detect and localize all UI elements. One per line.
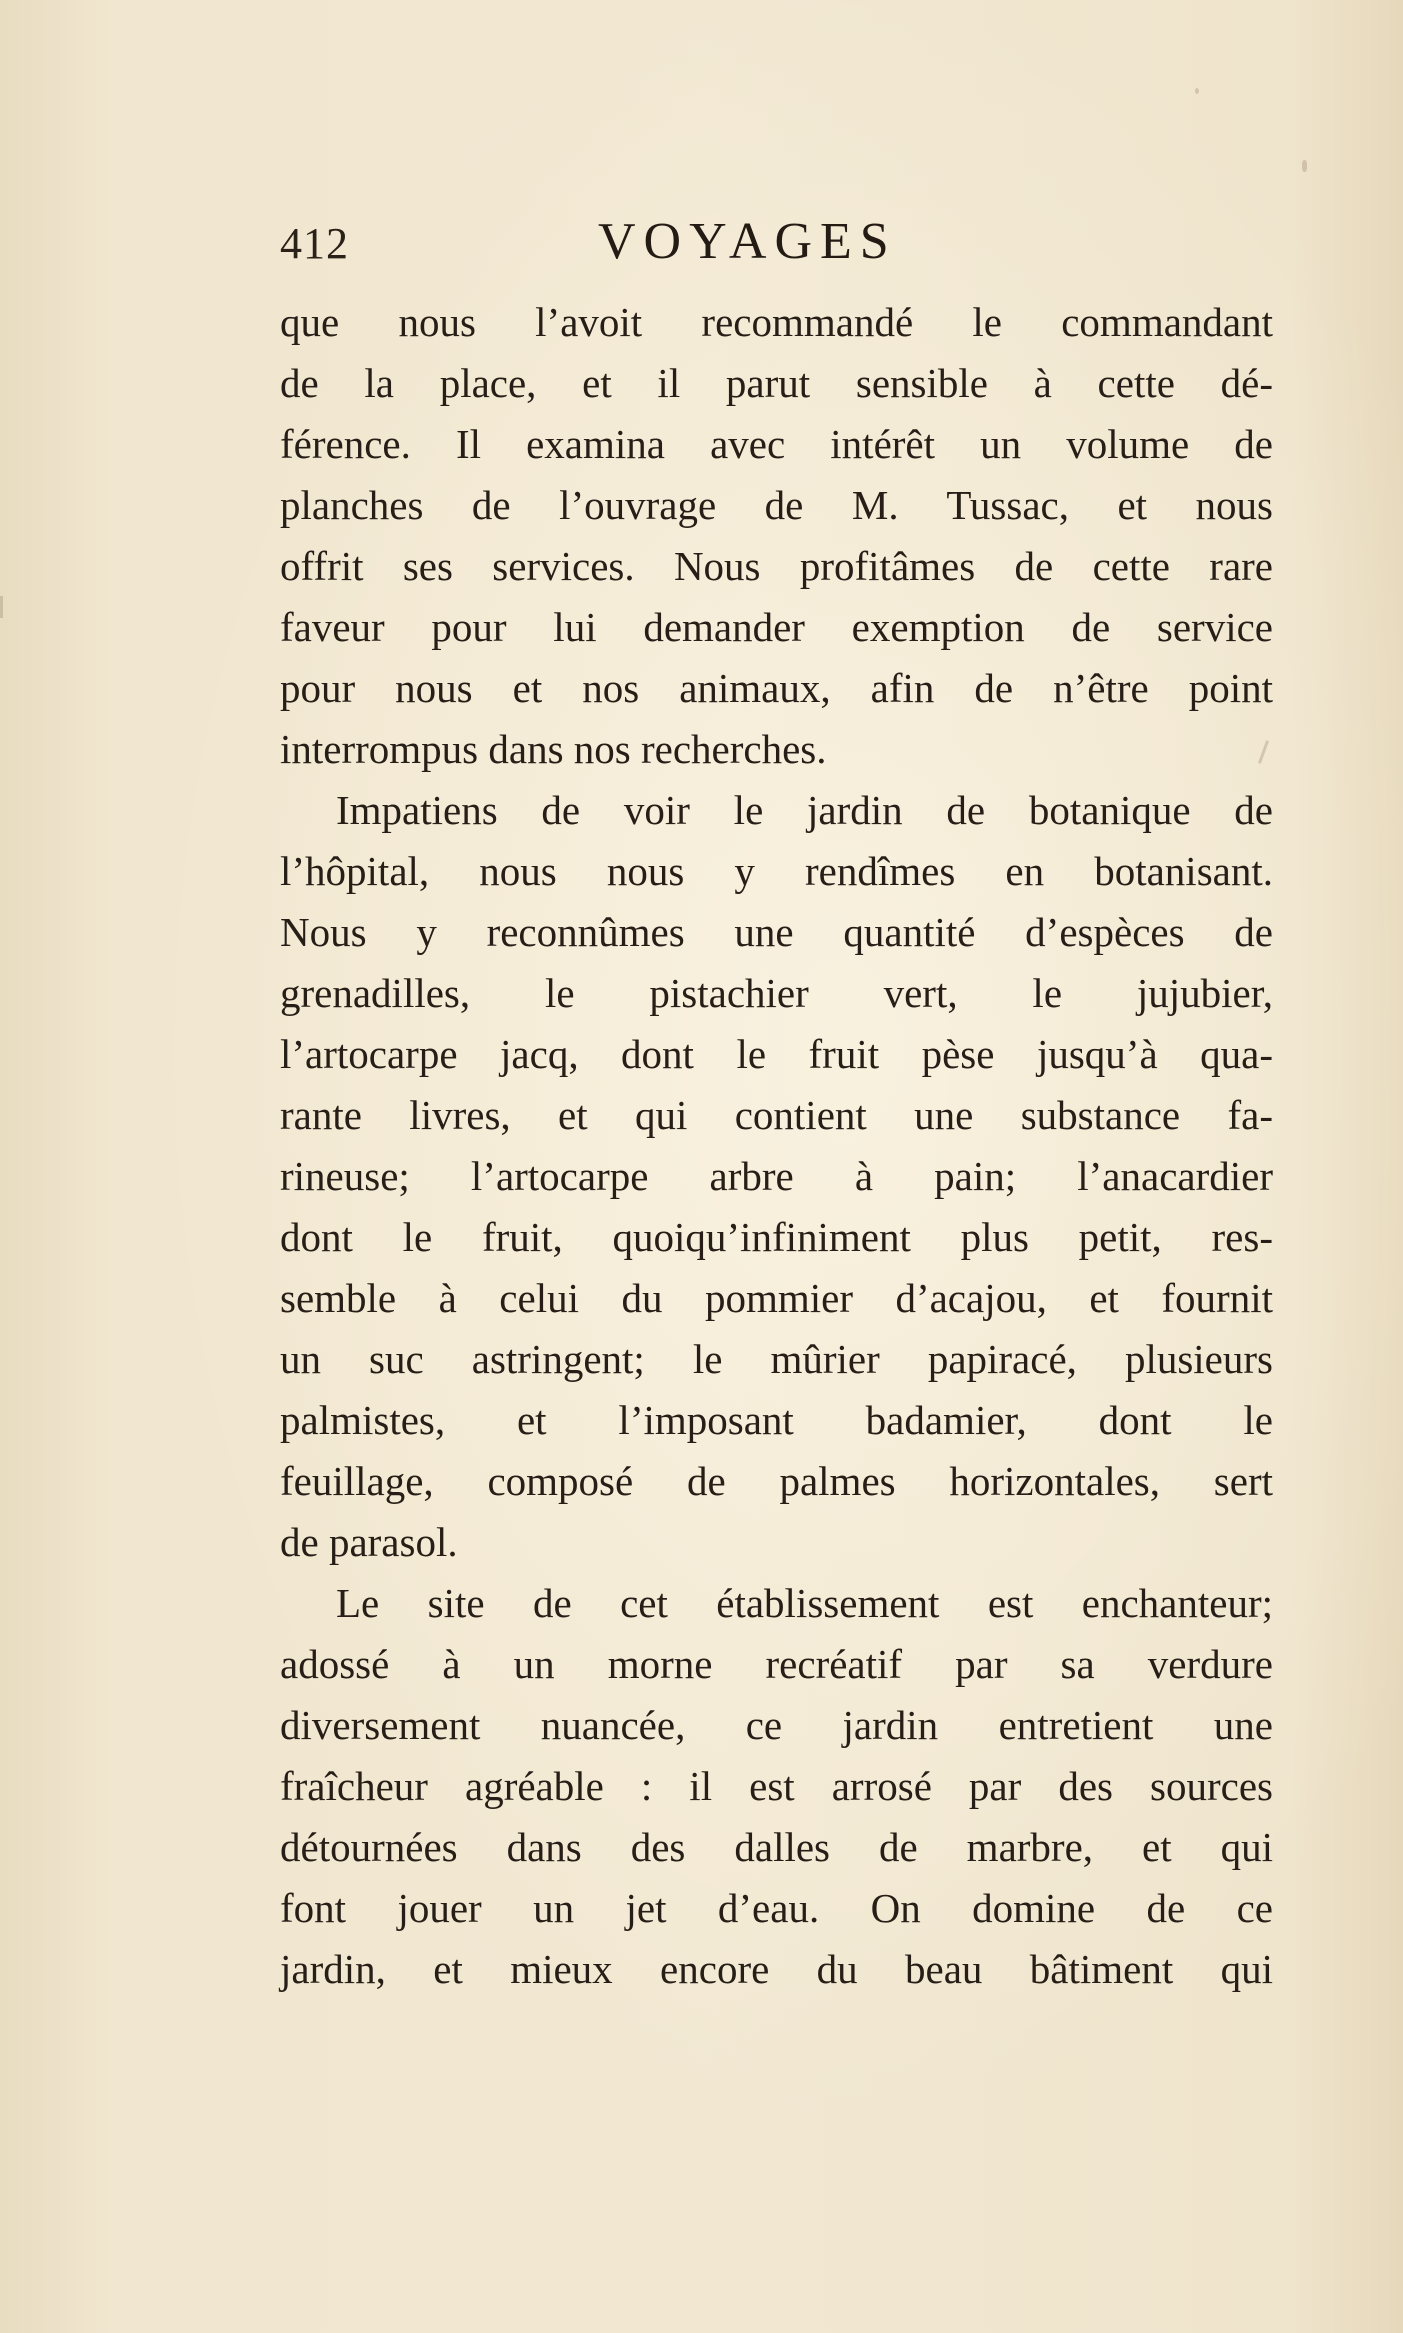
text-line: palmistes, et l’imposant badamier, dont le	[280, 1397, 1273, 1443]
text-line: de parasol.	[280, 1519, 458, 1565]
body-text	[280, 292, 1273, 2000]
text-line: rineuse; l’artocarpe arbre à pain; l’anacardier	[280, 1153, 1273, 1199]
text-line: offrit ses services. Nous profitâmes de cette rare	[280, 543, 1273, 589]
text-line: font jouer un jet d’eau. On domine de ce	[280, 1885, 1273, 1931]
text-line: dont le fruit, quoiqu’infiniment plus petit, res-	[280, 1214, 1273, 1260]
running-title: VOYAGES	[598, 213, 897, 270]
text-line: de la place, et il parut sensible à cette dé-	[280, 360, 1273, 406]
text-line: feuillage, composé de palmes horizontales, sert	[280, 1458, 1273, 1504]
text-line: un suc astringent; le mûrier papiracé, plusieurs	[280, 1336, 1273, 1382]
text-line: l’hôpital, nous nous y rendîmes en botanisant.	[280, 848, 1273, 894]
text-line: semble à celui du pommier d’acajou, et fournit	[280, 1275, 1273, 1321]
text-line: diversement nuancée, ce jardin entretient une	[280, 1702, 1273, 1748]
text-line: fraîcheur agréable : il est arrosé par des sources	[280, 1763, 1273, 1809]
text-line: Impatiens de voir le jardin de botanique de	[336, 787, 1273, 833]
text-line: que nous l’avoit recommandé le commandant	[280, 299, 1273, 345]
paper-speck	[1302, 160, 1307, 172]
text-line: jardin, et mieux encore du beau bâtiment qui	[280, 1946, 1273, 1992]
paper-speck	[0, 596, 3, 618]
text-line: férence. Il examina avec intérêt un volume de	[280, 421, 1273, 467]
page-number: 412	[280, 219, 349, 268]
text-line: faveur pour lui demander exemption de service	[280, 604, 1273, 650]
paper-speck	[1195, 88, 1199, 94]
text-line: planches de l’ouvrage de M. Tussac, et nous	[280, 482, 1273, 528]
text-line: Le site de cet établissement est enchanteur;	[336, 1580, 1273, 1626]
text-line: grenadilles, le pistachier vert, le jujubier,	[280, 970, 1273, 1016]
text-line: pour nous et nos animaux, afin de n’être point	[280, 665, 1273, 711]
text-line: interrompus dans nos recherches.	[280, 726, 827, 772]
page-header	[280, 212, 1270, 282]
text-line: rante livres, et qui contient une substance fa-	[280, 1092, 1273, 1138]
text-line: l’artocarpe jacq, dont le fruit pèse jusqu’à qua-	[280, 1031, 1273, 1077]
text-line: adossé à un morne recréatif par sa verdure	[280, 1641, 1273, 1687]
text-line: Nous y reconnûmes une quantité d’espèces de	[280, 909, 1273, 955]
text-line: détournées dans des dalles de marbre, et qui	[280, 1824, 1273, 1870]
